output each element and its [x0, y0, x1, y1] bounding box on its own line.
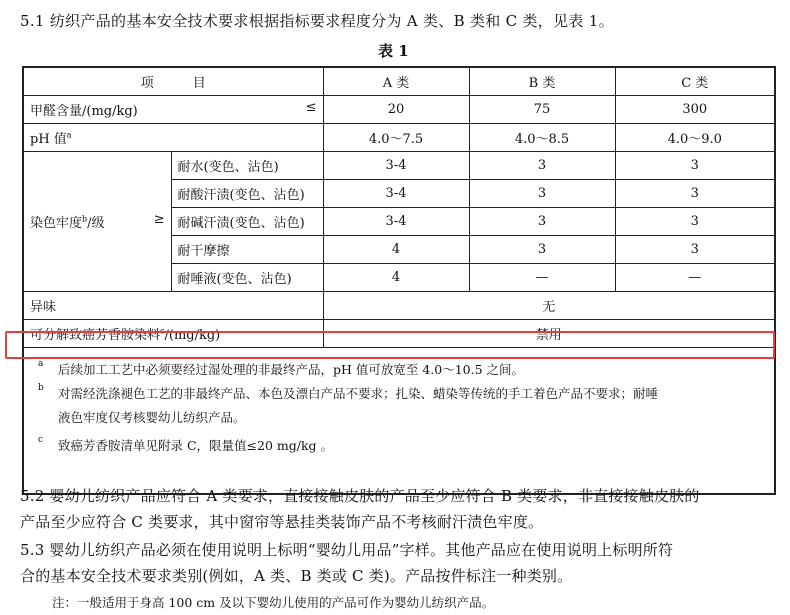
table-row-ph	[23, 124, 775, 152]
safety-requirements-table	[22, 66, 776, 495]
colorfast-item: 耐干摩擦	[171, 236, 323, 264]
colorfast-item: 耐碱汗渍(变色、沾色)	[171, 208, 323, 236]
formaldehyde-sign: ≤	[305, 100, 317, 115]
azo-label: 可分解致癌芳香胺染料	[30, 328, 161, 343]
footnote-text: 液色牢度仅考核婴幼儿纺织产品。	[58, 410, 246, 425]
ph-label: pH 值	[30, 132, 67, 147]
colorfast-c: 3	[615, 236, 775, 264]
colorfast-a: 4	[323, 264, 469, 292]
clause-5-2-line-1: 5.2 婴幼儿纺织产品应符合 A 类要求，直接接触皮肤的产品至少应符合 B 类要求，非直接接触皮肤的	[20, 487, 700, 505]
colorfast-a: 3-4	[323, 208, 469, 236]
footnote-a	[38, 358, 764, 382]
table-title: 表 1	[378, 42, 409, 60]
table-footnotes-row	[23, 348, 775, 495]
header-class-a: A 类	[323, 67, 469, 96]
footnote-text: 对需经洗涤褪色工艺的非最终产品、本色及漂白产品不要求；扎染、蜡染等传统的手工着色产品不要求；耐唾	[58, 386, 659, 401]
colorfast-a: 4	[323, 236, 469, 264]
table-row-odor	[23, 292, 775, 320]
colorfast-c: 3	[615, 152, 775, 180]
ph-a: 4.0～7.5	[323, 124, 469, 152]
formaldehyde-label-cell	[23, 96, 323, 124]
footnote-text: 后续加工工艺中必须要经过湿处理的非最终产品，pH 值可放宽至 4.0～10.5 之间。	[58, 362, 525, 377]
table-header-row	[23, 67, 775, 96]
footnote-mark: b	[38, 383, 44, 393]
colorfast-footnote-mark: b	[82, 214, 88, 224]
azo-footnote-mark: c	[160, 326, 165, 336]
note-text: 注：一般适用于身高 100 cm 及以下婴幼儿使用的产品可作为婴幼儿纺织产品。	[52, 595, 495, 610]
footnote-b	[38, 382, 764, 406]
ph-footnote-mark: a	[66, 130, 72, 140]
ph-b: 4.0～8.5	[469, 124, 615, 152]
colorfast-c: 3	[615, 180, 775, 208]
highlight-box	[5, 331, 775, 359]
azo-unit: /(mg/kg)	[164, 328, 221, 343]
footnote-c	[38, 434, 764, 458]
colorfast-label: 染色牢度	[30, 216, 83, 231]
colorfast-b: 3	[469, 208, 615, 236]
footnote-mark: a	[38, 359, 44, 369]
colorfast-unit: /级	[87, 216, 105, 231]
colorfast-b: 3	[469, 236, 615, 264]
table-row-formaldehyde	[23, 96, 775, 124]
clause-5-3-line-1: 5.3 婴幼儿纺织产品必须在使用说明上标明“婴幼儿用品”字样。其他产品应在使用说明上标明所符	[20, 541, 674, 559]
formaldehyde-label: 甲醛含量/(mg/kg)	[30, 104, 138, 119]
odor-label: 异味	[23, 292, 323, 320]
colorfast-b: —	[469, 264, 615, 292]
colorfast-item: 耐酸汗渍(变色、沾色)	[171, 180, 323, 208]
clause-5-2-line-2: 产品至少应符合 C 类要求，其中窗帘等悬挂类装饰产品不考核耐汗渍色牢度。	[20, 513, 544, 531]
azo-value: 禁用	[323, 320, 775, 348]
formaldehyde-a: 20	[323, 96, 469, 124]
footnote-mark: c	[38, 435, 44, 445]
colorfast-b: 3	[469, 180, 615, 208]
header-class-b: B 类	[469, 67, 615, 96]
colorfast-sign: ≥	[153, 212, 165, 227]
footnote-text: 致癌芳香胺清单见附录 C，限量值≤20 mg/kg 。	[58, 438, 334, 453]
footnote-b-continued	[58, 406, 764, 430]
ph-c: 4.0～9.0	[615, 124, 775, 152]
colorfast-c: 3	[615, 208, 775, 236]
colorfast-item: 耐唾液(变色、沾色)	[171, 264, 323, 292]
table-row-colorfast-1	[23, 152, 775, 180]
ph-label-cell	[23, 124, 323, 152]
colorfast-label-cell	[23, 152, 171, 292]
colorfast-item: 耐水(变色、沾色)	[171, 152, 323, 180]
header-class-c: C 类	[615, 67, 775, 96]
table-footnotes	[23, 348, 775, 495]
clause-5-1-text: 5.1 纺织产品的基本安全技术要求根据指标要求程度分为 A 类、B 类和 C 类，见表 1。	[20, 12, 614, 30]
clause-5-3-line-2: 合的基本安全技术要求类别(例如，A 类、B 类或 C 类)。产品按件标注一种类别。	[20, 567, 573, 585]
odor-value: 无	[323, 292, 775, 320]
header-item: 项 目	[23, 67, 323, 96]
colorfast-c: —	[615, 264, 775, 292]
colorfast-a: 3-4	[323, 180, 469, 208]
formaldehyde-b: 75	[469, 96, 615, 124]
colorfast-a: 3-4	[323, 152, 469, 180]
colorfast-b: 3	[469, 152, 615, 180]
formaldehyde-c: 300	[615, 96, 775, 124]
